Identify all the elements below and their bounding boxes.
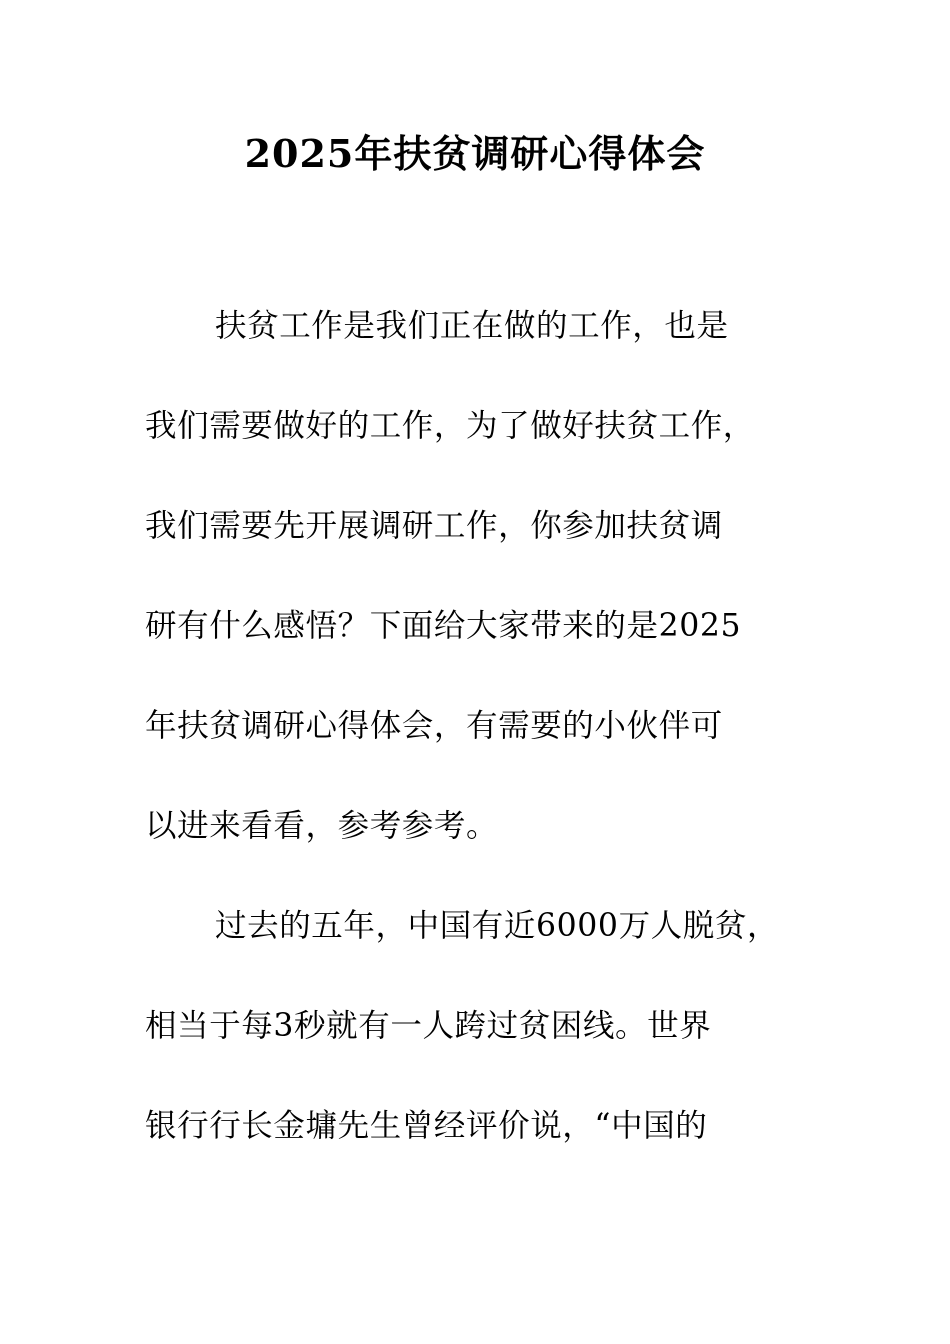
paragraph-1-line-1: 扶贫工作是我们正在做的工作，也是 xyxy=(215,308,729,344)
paragraph-2-line-3: 银行行长金墉先生曾经评价说，“中国的 xyxy=(145,1108,708,1144)
paragraph-1-line-6: 以进来看看，参考参考。 xyxy=(145,808,499,844)
paragraph-1-line-5: 年扶贫调研心得体会，有需要的小伙伴可 xyxy=(145,708,723,744)
document-title: 2025年扶贫调研心得体会 xyxy=(244,131,706,176)
paragraph-2-line-1: 过去的五年，中国有近6000万人脱贫， xyxy=(215,908,780,944)
paragraph-1-line-2: 我们需要做好的工作，为了做好扶贫工作， xyxy=(145,408,755,444)
paragraph-2-line-2: 相当于每3秒就有一人跨过贫困线。世界 xyxy=(145,1008,712,1044)
document-body xyxy=(145,296,825,1196)
paragraph-1-line-4: 研有什么感悟？下面给大家带来的是2025 xyxy=(145,608,742,644)
paragraph-1-line-3: 我们需要先开展调研工作，你参加扶贫调 xyxy=(145,508,723,544)
